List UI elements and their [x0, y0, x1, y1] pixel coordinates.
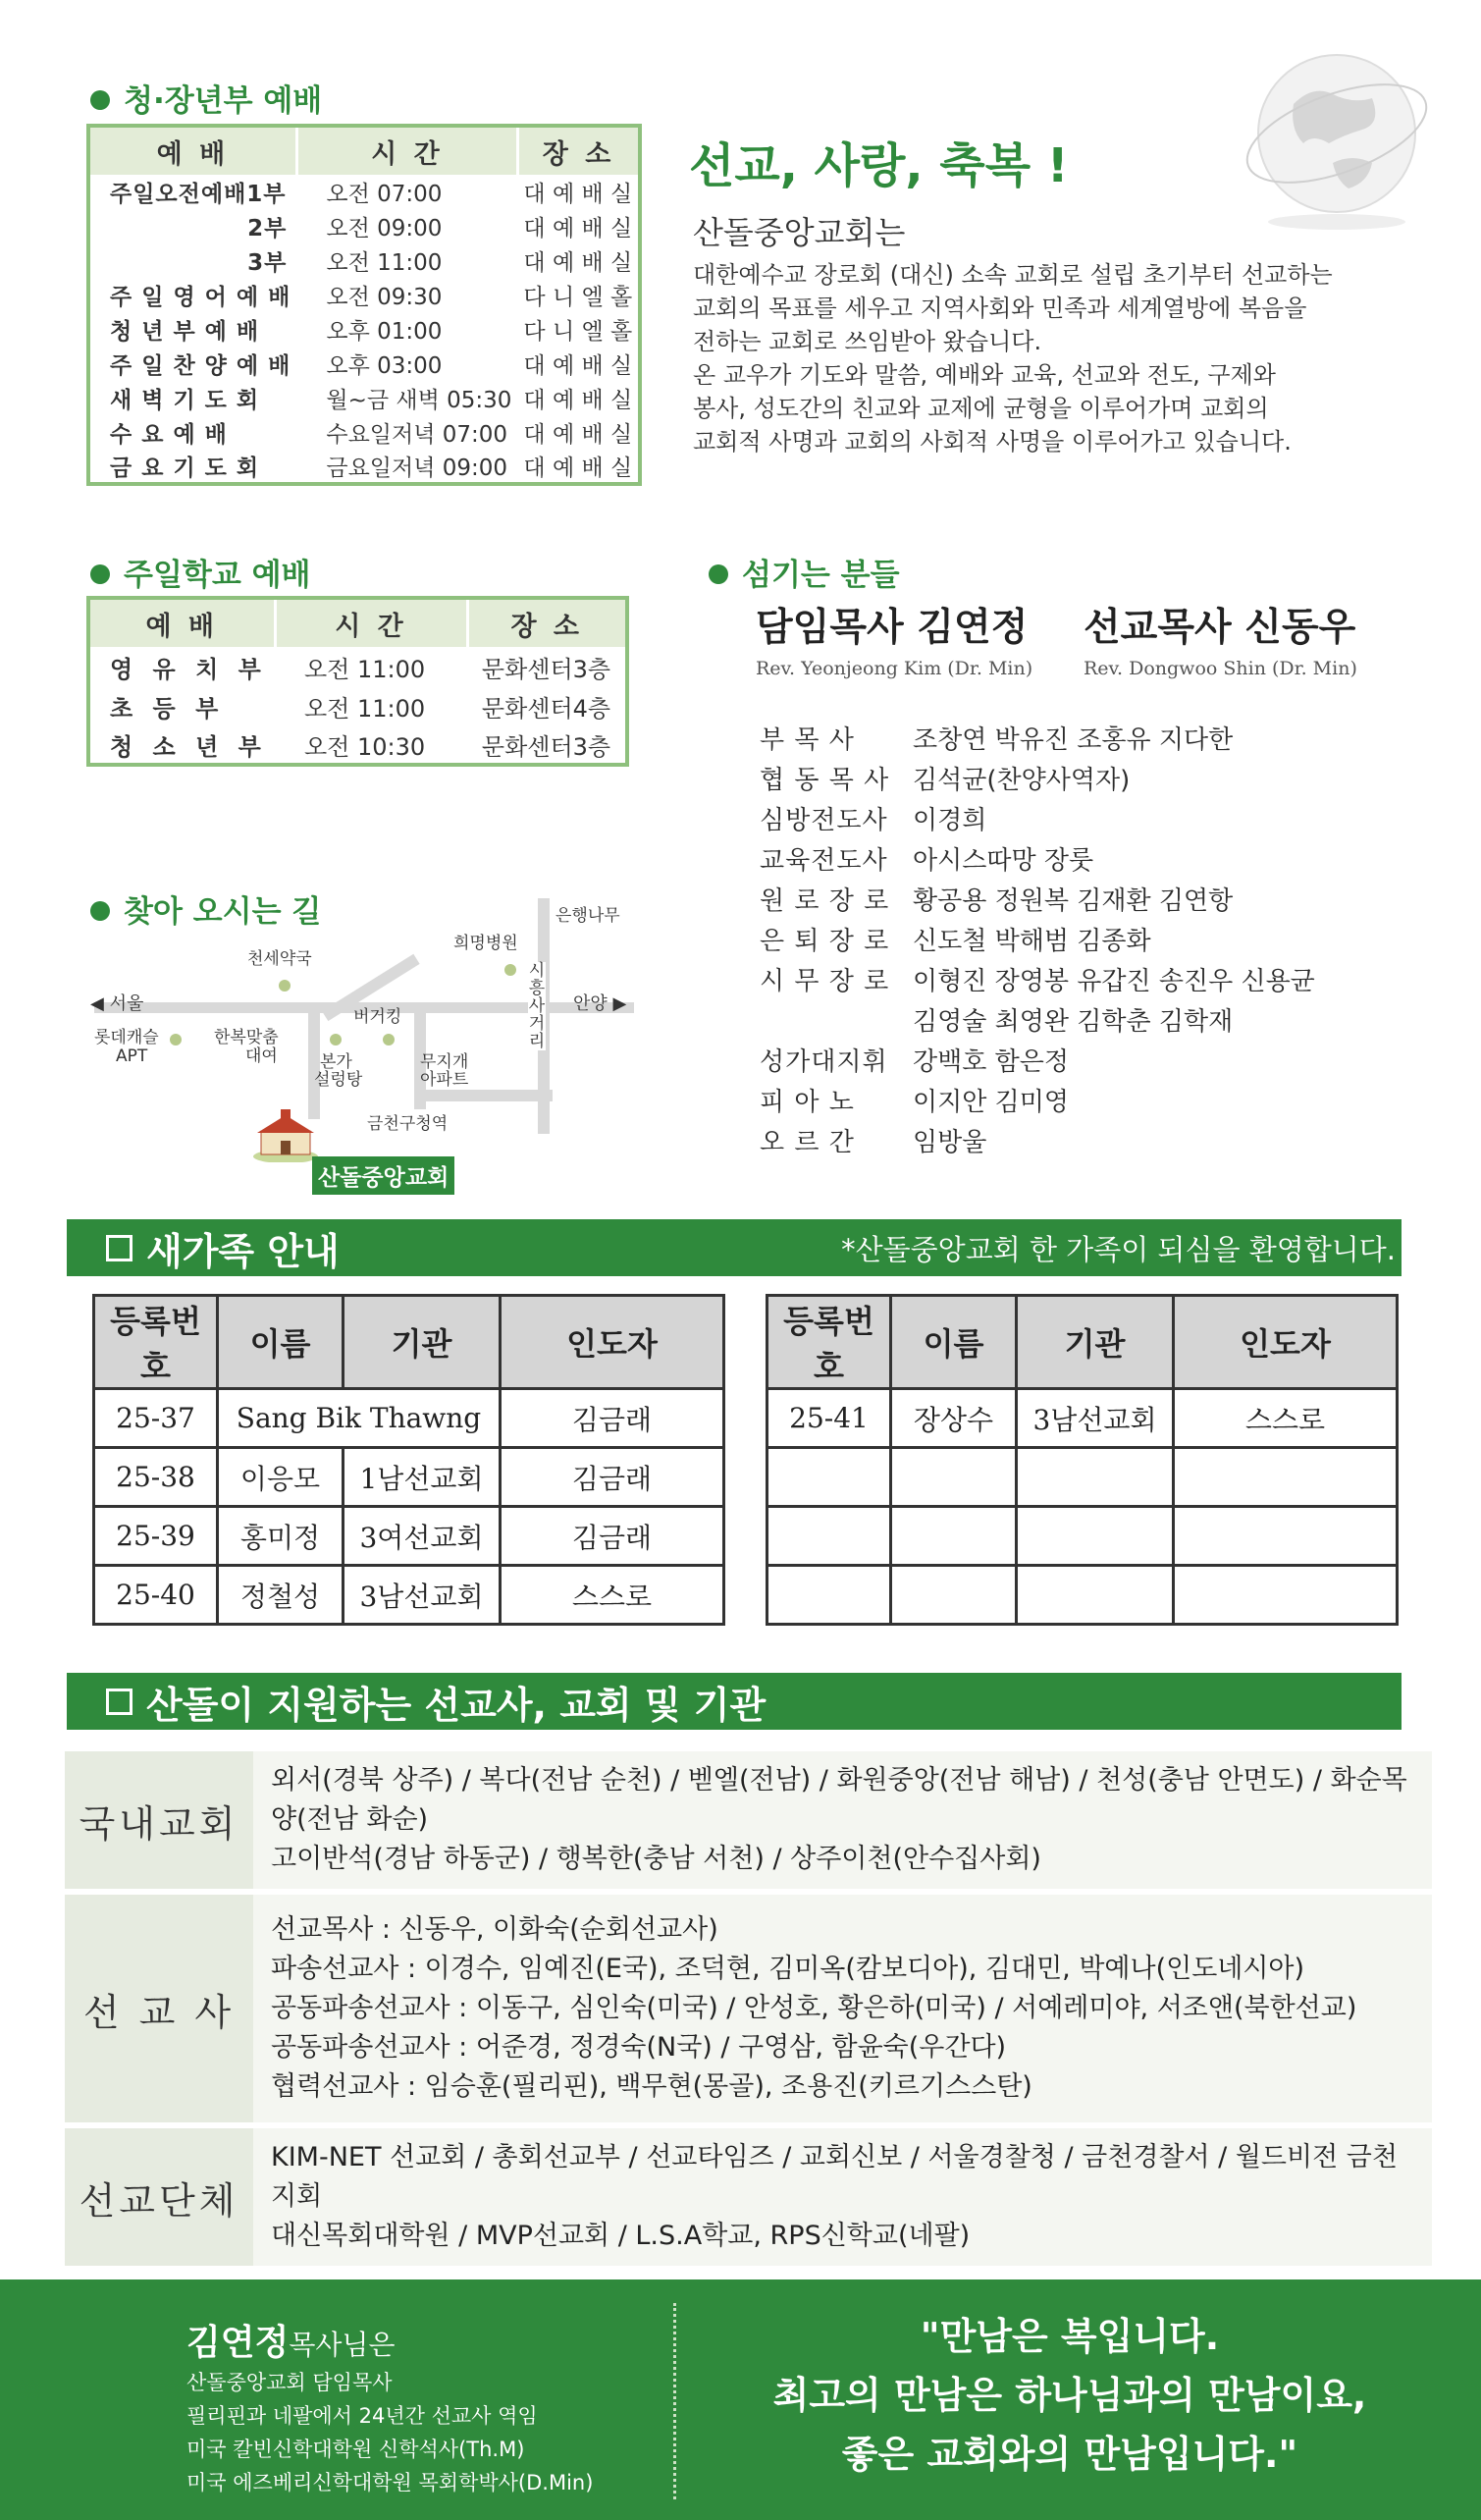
sunday-school-table	[86, 596, 629, 767]
col-header: 이름	[218, 1296, 344, 1389]
staff-names: 이형진 장영봉 유갑진 송진우 신용균	[913, 967, 1315, 996]
service-name: 초 등 부	[110, 694, 225, 723]
support-missionary-line: 공동파송선교사 : 어준경, 정경숙(N국) / 구영삼, 함윤숙(우간다)	[271, 2032, 1007, 2063]
service-name: 새 벽 기 도 회	[110, 388, 260, 413]
service-place: 대 예 배 실	[523, 456, 633, 481]
intro-line: 봉사, 성도간의 친교와 교제에 균형을 이루어가며 교회의	[693, 395, 1269, 422]
service-time: 금요일저녁 09:00	[326, 456, 508, 481]
cell-no: 25-37	[94, 1389, 218, 1448]
hanbok-marker	[330, 1034, 342, 1046]
staff-names: 김영술 최영완 김학춘 김학재	[913, 1007, 1234, 1037]
cell-no	[767, 1507, 891, 1566]
sunday-school-title: 주일학교 예배	[90, 550, 310, 594]
cell-guide	[1174, 1448, 1398, 1507]
support-domestic-list	[253, 1751, 1432, 1889]
service-time: 오전 11:00	[304, 655, 426, 683]
bank-label: 은행나무	[555, 906, 620, 926]
cell-org: 3남선교회	[1017, 1389, 1174, 1448]
footer-bio-line: 산돌중앙교회 담임목사	[186, 2371, 393, 2394]
cell-org: 3남선교회	[344, 1566, 501, 1625]
support-title: 산돌이 지원하는 선교사, 교회 및 기관	[146, 1683, 767, 1727]
table-row	[94, 1448, 724, 1507]
footer-divider	[673, 2303, 676, 2499]
col-header: 예 배	[88, 598, 275, 647]
newfamily-bar	[67, 1219, 1402, 1276]
staff-names: 아시스따망 장룻	[913, 846, 1094, 876]
col-header: 등록번호	[94, 1296, 218, 1389]
side-road	[308, 1011, 320, 1119]
footer-quote-line: 최고의 만남은 하나님과의 만남이요,	[772, 2374, 1367, 2417]
burgerking-marker	[383, 1034, 395, 1046]
cell-name: 홍미정	[218, 1507, 344, 1566]
senior-pastor-name: 담임목사 김연정	[756, 606, 1029, 650]
service-place: 다 니 엘 홀	[523, 285, 633, 310]
service-place: 대 예 배 실	[523, 422, 633, 448]
service-time: 월~금 새벽 05:30	[326, 388, 512, 413]
staff-role: 원 로 장 로	[760, 886, 890, 916]
senior-pastor-eng: Rev. Yeonjeong Kim (Dr. Min)	[756, 658, 1033, 679]
cell-guide: 김금래	[501, 1389, 724, 1448]
intro-line: 대한예수교 장로회 (대신) 소속 교회로 설립 초기부터 선교하는	[693, 261, 1333, 289]
table-row	[767, 1389, 1398, 1448]
staff-names: 이경희	[913, 806, 987, 835]
schedule-row	[88, 725, 627, 765]
support-org-label: 선교단체	[65, 2128, 253, 2266]
service-time: 수요일저녁 07:00	[326, 422, 508, 448]
col-header: 시 간	[275, 598, 467, 647]
support-domestic-line: 외서(경북 상주) / 복다(전남 순천) / 벧엘(전남) / 화원중앙(전남 해남) / 천성(충남 안면도) / 화순목양(전남 화순)	[271, 1765, 1407, 1835]
col-header: 기관	[344, 1296, 501, 1389]
col-header: 예 배	[88, 126, 296, 175]
hospital-label: 희명병원	[453, 934, 518, 953]
staff-row	[760, 1120, 1447, 1160]
table-row	[94, 1507, 724, 1566]
cell-no: 25-39	[94, 1507, 218, 1566]
mission-pastor-name: 선교목사 신동우	[1084, 606, 1356, 650]
service-name: 주일오전예배1부	[110, 182, 287, 207]
table-row	[94, 1566, 724, 1625]
cell-guide: 김금래	[501, 1448, 724, 1507]
burgerking-label: 버거킹	[353, 1007, 402, 1027]
cell-org: 3여선교회	[344, 1507, 501, 1566]
staff-role: 오 르 간	[760, 1128, 855, 1157]
staff-row	[760, 1040, 1447, 1080]
schedule-row	[88, 647, 627, 686]
support-missionary-line: 공동파송선교사 : 이동구, 심인숙(미국) / 안성호, 황은하(미국) / 서예레미야, 서조앤(북한선교)	[271, 1993, 1357, 2023]
service-place: 다 니 엘 홀	[523, 319, 633, 345]
staff-row	[760, 1080, 1447, 1120]
staff-role: 성가대지휘	[760, 1047, 888, 1077]
staff-names: 강백호 함은정	[913, 1047, 1069, 1077]
footer-quote-line: 좋은 교회와의 만남입니다."	[841, 2433, 1298, 2476]
table-row	[767, 1566, 1398, 1625]
seoul-label: ◀ 서울	[90, 993, 144, 1014]
service-place: 대 예 배 실	[523, 216, 633, 241]
service-name: 주 일 찬 양 예 배	[110, 353, 291, 379]
apt-label: APT	[116, 1046, 148, 1066]
siheung-label: 시흥사거리	[528, 961, 546, 1051]
bath-label-2: 설렁탕	[314, 1070, 363, 1090]
cell-no: 25-40	[94, 1566, 218, 1625]
service-place: 문화센터3층	[481, 732, 611, 761]
service-time: 오후 01:00	[326, 319, 443, 345]
staff-role: 피 아 노	[760, 1088, 855, 1117]
staff-title: 섬기는 분들	[709, 550, 900, 594]
schedule-row	[88, 312, 640, 347]
schedule-row	[88, 415, 640, 450]
col-header: 이름	[891, 1296, 1017, 1389]
intro-line: 전하는 교회로 쓰임받아 왔습니다.	[693, 328, 1042, 355]
staff-names: 김석균(찬양사역자)	[913, 766, 1131, 795]
directions-title: 찾아 오시는 길	[90, 886, 321, 931]
muji-label: 무지개	[420, 1052, 469, 1072]
support-table	[65, 1751, 1432, 2266]
service-name: 2부	[247, 216, 288, 241]
service-place: 대 예 배 실	[523, 182, 633, 207]
schedule-row	[88, 381, 640, 415]
service-place: 대 예 배 실	[523, 388, 633, 413]
staff-names: 황공용 정원복 김재환 김연항	[913, 886, 1234, 916]
col-header: 장 소	[517, 126, 640, 175]
youth-service-table	[86, 124, 642, 486]
church-intro-name: 산돌중앙교회는	[693, 214, 906, 251]
table-row	[94, 1389, 724, 1448]
schedule-row	[88, 278, 640, 312]
church-icon	[253, 1109, 318, 1162]
newfamily-title: 새가족 안내	[146, 1229, 340, 1273]
service-place: 대 예 배 실	[523, 250, 633, 276]
support-domestic-label: 국내교회	[65, 1751, 253, 1889]
staff-row	[760, 959, 1447, 999]
cell-org	[1017, 1566, 1174, 1625]
service-name: 금 요 기 도 회	[110, 456, 260, 481]
cell-guide: 스스로	[501, 1566, 724, 1625]
service-time: 오후 03:00	[326, 353, 443, 379]
service-name: 청 소 년 부	[110, 732, 267, 761]
staff-role: 시 무 장 로	[760, 967, 890, 996]
service-place: 문화센터3층	[481, 655, 611, 683]
cell-no	[767, 1448, 891, 1507]
staff-names: 신도철 박해범 김종화	[913, 927, 1151, 956]
support-org-list	[253, 2128, 1432, 2266]
support-bar	[67, 1673, 1402, 1730]
cell-no: 25-38	[94, 1448, 218, 1507]
footer-bio-line: 미국 에즈베리신학대학원 목회학박사(D.Min)	[186, 2471, 594, 2494]
support-missionary-list	[253, 1895, 1432, 2122]
service-name: 수 요 예 배	[110, 422, 228, 448]
col-header: 기관	[1017, 1296, 1174, 1389]
service-time: 오전 09:30	[326, 285, 443, 310]
col-header: 인도자	[501, 1296, 724, 1389]
pharmacy-label: 천세약국	[247, 949, 312, 969]
table-row	[767, 1448, 1398, 1507]
staff-role: 부 목 사	[760, 725, 855, 755]
pharmacy-marker	[279, 980, 291, 992]
schedule-row	[88, 175, 640, 209]
staff-row	[760, 798, 1447, 838]
office-label: 금천구청역	[367, 1114, 449, 1134]
hanbok-label: 한복맞춤	[214, 1028, 279, 1047]
cell-name: 장상수	[891, 1389, 1017, 1448]
cell-guide: 김금래	[501, 1507, 724, 1566]
anyang-label: 안양 ▶	[573, 993, 627, 1014]
hospital-marker	[504, 964, 516, 976]
service-name: 영 유 치 부	[110, 655, 267, 683]
staff-row	[760, 919, 1447, 959]
table-row	[767, 1507, 1398, 1566]
support-org-line: KIM-NET 선교회 / 총회선교부 / 선교타임즈 / 교회신보 / 서울경찰청 / 금천경찰서 / 월드비전 금천지회	[271, 2142, 1398, 2212]
schedule-row	[88, 686, 627, 725]
intro-line: 교회의 목표를 세우고 지역사회와 민족과 세계열방에 복음을	[693, 295, 1307, 322]
church-marker-label: 산돌중앙교회	[312, 1156, 454, 1195]
support-missionary-line: 협력선교사 : 임승훈(필리핀), 백무현(몽골), 조용진(키르기스스탄)	[271, 2071, 1032, 2102]
schedule-row	[88, 347, 640, 381]
support-missionary-line: 파송선교사 : 이경수, 임예진(E국), 조덕현, 김미옥(캄보디아), 김대민, 박예나(인도네시아)	[271, 1954, 1305, 1984]
staff-list	[760, 718, 1447, 1160]
support-domestic-line: 고이반석(경남 하동군) / 행복한(충남 서천) / 상주이천(안수집사회)	[271, 1844, 1041, 1874]
map	[86, 893, 646, 1207]
newfamily-table-right	[766, 1294, 1399, 1626]
service-time: 오전 11:00	[304, 694, 426, 723]
mission-pastor-eng: Rev. Dongwoo Shin (Dr. Min)	[1084, 658, 1357, 679]
globe-icon	[1235, 35, 1431, 232]
service-time: 오전 07:00	[326, 182, 443, 207]
cell-org: 1남선교회	[344, 1448, 501, 1507]
staff-row	[760, 838, 1447, 879]
newfamily-welcome: *산돌중앙교회 한 가족이 되심을 환영합니다.	[841, 1232, 1396, 1266]
support-missionary-line: 선교목사 : 신동우, 이화숙(순회선교사)	[271, 1914, 718, 1945]
footer-quote-line: "만남은 복입니다.	[920, 2315, 1220, 2358]
schedule-row	[88, 243, 640, 278]
footer-bio	[186, 2366, 593, 2499]
bath-label: 본가	[320, 1052, 352, 1072]
footer	[0, 2279, 1481, 2520]
footer-pastor-heading	[186, 2315, 396, 2365]
muji-label-2: 아파트	[420, 1070, 469, 1090]
col-header: 등록번호	[767, 1296, 891, 1389]
checkbox-icon	[106, 1235, 132, 1261]
cell-org	[1017, 1507, 1174, 1566]
footer-bio-line: 미국 칼빈신학대학원 신학석사(Th.M)	[186, 2438, 525, 2461]
staff-row	[760, 879, 1447, 919]
service-time: 오전 09:00	[326, 216, 443, 241]
staff-role: 교육전도사	[760, 846, 888, 876]
footer-pastor-name: 김연정	[186, 2323, 290, 2363]
intro-line: 교회적 사명과 교회의 사회적 사명을 이루어가고 있습니다.	[693, 428, 1292, 456]
support-missionary-label: 선 교 사	[65, 1895, 253, 2122]
staff-names: 이지안 김미영	[913, 1088, 1069, 1117]
footer-bio-line: 필리핀과 네팔에서 24년간 선교사 역임	[186, 2404, 538, 2428]
cell-name	[891, 1566, 1017, 1625]
side-road	[425, 1090, 553, 1101]
service-name: 청 년 부 예 배	[110, 319, 260, 345]
cell-no	[767, 1566, 891, 1625]
cell-name: Sang Bik Thawng	[218, 1389, 501, 1448]
schedule-row	[88, 450, 640, 484]
cell-guide	[1174, 1566, 1398, 1625]
staff-role: 은 퇴 장 로	[760, 927, 890, 956]
church-intro-text	[693, 258, 1333, 458]
service-time: 오전 10:30	[304, 732, 426, 761]
intro-line: 온 교우가 기도와 말씀, 예배와 교육, 선교와 전도, 구제와	[693, 361, 1276, 389]
staff-row	[760, 999, 1447, 1040]
staff-names: 임방울	[913, 1128, 987, 1157]
support-org-line: 대신목회대학원 / MVP선교회 / L.S.A학교, RPS신학교(네팔)	[271, 2221, 971, 2251]
footer-quote	[687, 2307, 1453, 2484]
cell-name: 정철성	[218, 1566, 344, 1625]
lotte-label: 롯데캐슬	[94, 1028, 159, 1047]
staff-names: 조창연 박유진 조홍유 지다한	[913, 725, 1234, 755]
service-name: 3부	[247, 250, 288, 276]
service-place: 대 예 배 실	[523, 353, 633, 379]
rental-label: 대여	[245, 1046, 278, 1066]
cell-org	[1017, 1448, 1174, 1507]
checkbox-icon	[106, 1689, 132, 1715]
cell-guide	[1174, 1507, 1398, 1566]
staff-row	[760, 758, 1447, 798]
cell-no: 25-41	[767, 1389, 891, 1448]
col-header: 시 간	[296, 126, 517, 175]
cell-name	[891, 1448, 1017, 1507]
col-header: 인도자	[1174, 1296, 1398, 1389]
cell-name	[891, 1507, 1017, 1566]
service-time: 오전 11:00	[326, 250, 443, 276]
cell-name: 이응모	[218, 1448, 344, 1507]
service-place: 문화센터4층	[481, 694, 611, 723]
cell-guide: 스스로	[1174, 1389, 1398, 1448]
schedule-row	[88, 209, 640, 243]
staff-role: 협 동 목 사	[760, 766, 890, 795]
service-name: 주 일 영 어 예 배	[110, 285, 291, 310]
staff-role: 심방전도사	[760, 806, 888, 835]
slogan: 선교, 사랑, 축복 !	[689, 138, 1069, 193]
footer-pastor-suffix: 목사님은	[289, 2329, 396, 2361]
youth-service-title: 청·장년부 예배	[90, 76, 322, 120]
col-header: 장 소	[467, 598, 627, 647]
lotte-marker	[170, 1034, 182, 1046]
staff-row	[760, 718, 1447, 758]
newfamily-table-left	[92, 1294, 725, 1626]
